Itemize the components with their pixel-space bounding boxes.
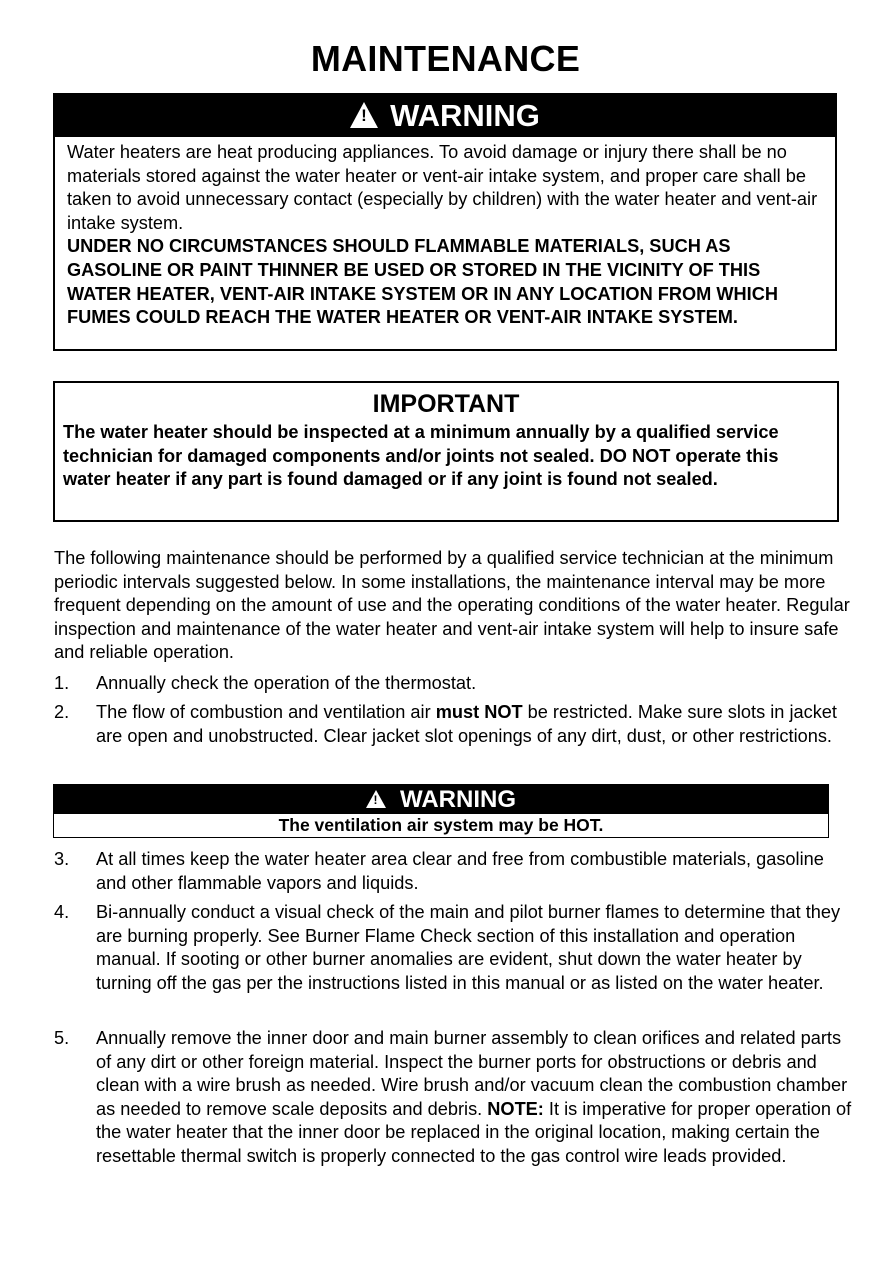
important-box bbox=[53, 381, 839, 522]
warning-header bbox=[54, 785, 828, 814]
list-item-text: At all times keep the water heater area clear and free from combustible materials, gasoline and other flammable vapors and liquids. bbox=[96, 849, 824, 893]
warning-text: The ventilation air system may be HOT. bbox=[278, 815, 604, 835]
list-item-number: 3. bbox=[54, 849, 70, 869]
warning-body bbox=[55, 137, 835, 330]
list-item bbox=[54, 672, 854, 696]
list-item-text-part: be restricted. Make sure slots in jacket are open and unobstructed. Clear jacket slot openings of any dirt, dust, or other restrictions. bbox=[96, 702, 837, 746]
important-title: IMPORTANT bbox=[372, 390, 520, 418]
list-item-emphasis: must NOT bbox=[435, 702, 523, 722]
warning-bold-text: UNDER NO CIRCUMSTANCES SHOULD FLAMMABLE MATERIALS, SUCH AS GASOLINE OR PAINT THINNER BE USED OR STORED IN THE VICINITY OF THIS WATER HEATER, VENT-AIR INTAKE SYSTEM OR IN ANY LOCATION FROM WHICH FUMES COULD REACH THE WATER HEATER OR VENT-AIR INTAKE SYSTEM. bbox=[67, 236, 778, 328]
list-item bbox=[54, 1027, 854, 1169]
list-item-text: Annually check the operation of the thermostat. bbox=[96, 673, 477, 693]
list-item-text-part: The flow of combustion and ventilation air bbox=[96, 702, 436, 722]
intro-paragraph: The following maintenance should be performed by a qualified service technician at the minimum periodic intervals suggested below. In some installations, the maintenance interval may be more frequent depending on the amount of use and the operating conditions of the water heater. Regular inspection and maintenance of the water heater and vent-air intake system will help to insure safe and reliable operation. bbox=[54, 548, 850, 663]
list-item-text: Bi-annually conduct a visual check of the main and pilot burner flames to determine that they are burning properly. See Burner Flame Check section of this installation and operation manual. If sooting or other burner anomalies are evident, shut down the water heater by turning off the gas per the instructions listed in this manual or as listed on the water heater. bbox=[96, 902, 841, 993]
warning-box-main bbox=[53, 93, 837, 351]
list-item-text-part: Annually remove the inner door and main burner assembly to clean orifices and related parts of any dirt or other foreign material. Inspect the burner ports for obstructions or debris and clean with a wire brush as needed. Wire brush and/or vacuum clean the combustion chamber as needed to remove scale deposits and debris. bbox=[96, 1028, 848, 1119]
list-item-text-part: It is imperative for proper operation of the water heater that the inner door be replaced in the original location, making certain the resettable thermal switch is properly connected to the gas control wire leads provided. bbox=[96, 1098, 852, 1166]
list-item-number: 2. bbox=[54, 702, 70, 722]
warning-label: WARNING bbox=[390, 98, 540, 133]
list-item bbox=[54, 848, 854, 895]
warning-box-vent bbox=[53, 784, 829, 838]
page-title: MAINTENANCE bbox=[310, 38, 581, 79]
warning-text: Water heaters are heat producing appliances. To avoid damage or injury there shall be no materials stored against the water heater or vent-air intake system, and proper care shall be taken to avoid unnecessary contact (especially by children) with the water heater and vent-air intake system. bbox=[67, 142, 818, 233]
list-item bbox=[54, 701, 854, 748]
list-item bbox=[54, 901, 854, 995]
list-item-emphasis: NOTE: bbox=[487, 1098, 544, 1119]
list-item-text bbox=[96, 1027, 854, 1169]
warning-header bbox=[55, 95, 835, 137]
list-item-number: 4. bbox=[54, 902, 70, 922]
list-item-text bbox=[96, 701, 854, 748]
warning-triangle-icon bbox=[366, 790, 386, 808]
important-text: The water heater should be inspected at a minimum annually by a qualified service technician for damaged components and/or joints not sealed. DO NOT operate this water heater if any part is found damaged or if any joint is found not sealed. bbox=[63, 422, 779, 490]
warning-triangle-icon bbox=[350, 102, 378, 128]
list-item-number: 1. bbox=[54, 673, 70, 693]
list-item-number: 5. bbox=[54, 1028, 70, 1048]
warning-label: WARNING bbox=[400, 785, 516, 813]
